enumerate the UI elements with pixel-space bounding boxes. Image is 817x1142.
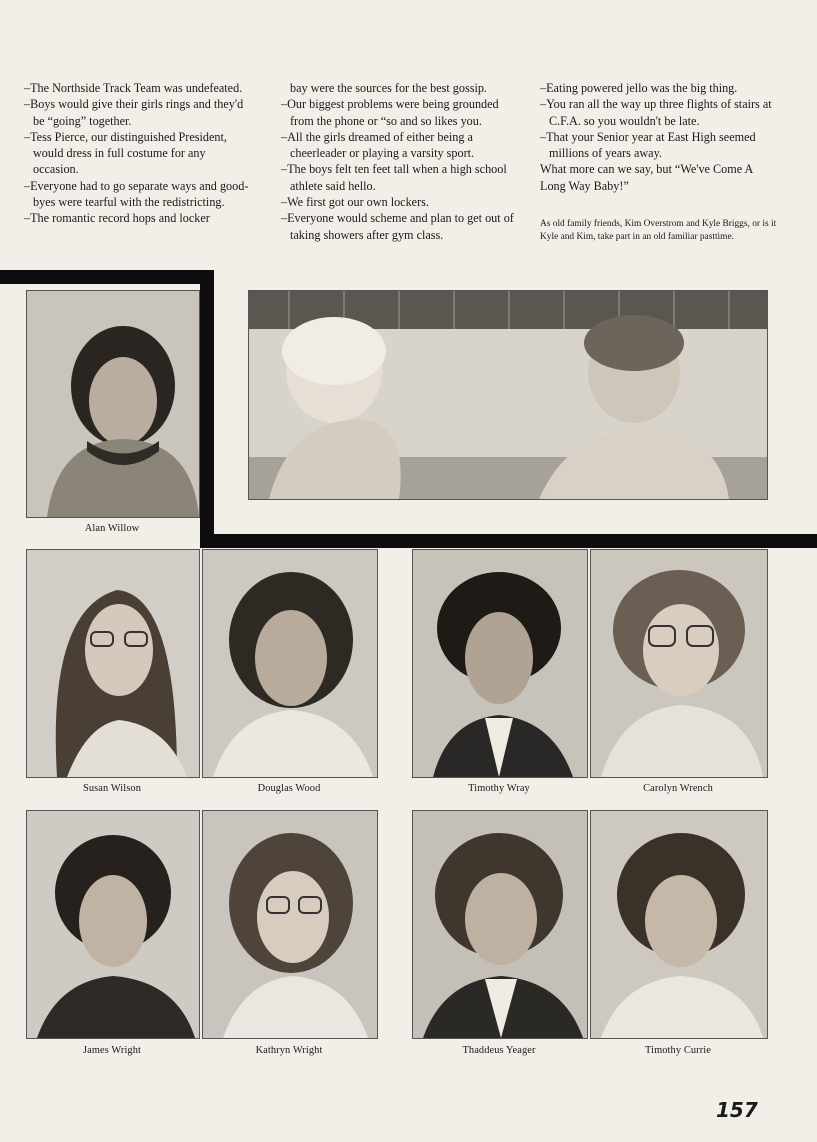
memory-item: –The Northside Track Team was undefeated. <box>24 81 243 95</box>
memory-item: –The romantic record hops and locker <box>24 211 210 226</box>
portrait-image <box>591 811 767 1038</box>
portrait-image <box>413 811 587 1038</box>
memory-item: –Boys would give their girls rings and they'd be “going” together. <box>24 97 244 128</box>
portrait-image <box>27 291 199 517</box>
photo-caption: As old family friends, Kim Overstrom and Kyle Briggs, or is it Kyle and Kim, take part in an old familiar pasttime. <box>540 219 777 242</box>
memory-item: –Eating powered jello was the big thing. <box>540 81 738 95</box>
memory-item: –You ran all the way up three flights of stairs at C.F.A. so you wouldn't be late. <box>540 97 772 128</box>
frame-bar-left-inner <box>200 270 214 548</box>
portrait-name: Carolyn Wrench <box>643 783 713 794</box>
portrait-name: James Wright <box>82 1045 142 1056</box>
text-column-3 <box>540 80 775 194</box>
portrait-name: Timothy Wray <box>468 783 530 794</box>
portrait-timothy-currie <box>590 810 768 1039</box>
memory-item: –Tess Pierce, our distinguished President, would dress in full costume for any occasion. <box>24 129 227 177</box>
frame-bar-bottom <box>200 534 817 548</box>
portrait-image <box>27 811 199 1038</box>
portrait-thaddeus-yeager <box>412 810 588 1039</box>
memory-item: –All the girls dreamed of either being a cheerleader or playing a varsity sport. <box>281 129 475 161</box>
portrait-carolyn-wrench <box>590 549 768 778</box>
memory-item: bay were the sources for the best gossip. <box>290 81 487 95</box>
frame-bar-top <box>0 270 214 284</box>
portrait-douglas-wood <box>202 549 378 778</box>
portrait-image <box>203 811 377 1038</box>
portrait-name: Thaddeus Yeager <box>462 1045 536 1056</box>
portrait-james-wright <box>26 810 200 1039</box>
text-column-2 <box>281 80 521 243</box>
portrait-susan-wilson <box>26 549 200 778</box>
portrait-kathryn-wright <box>202 810 378 1039</box>
portrait-image <box>27 550 199 777</box>
portrait-image <box>203 550 377 777</box>
babies-image <box>249 291 767 499</box>
memory-item: –We first got our own lockers. <box>281 195 429 210</box>
memory-item: –The boys felt ten feet tall when a high school athlete said hello. <box>281 162 507 193</box>
memory-item: –That your Senior year at East High seemed millions of years away. <box>540 129 756 161</box>
memory-item: –Everyone had to go separate ways and good-byes were tearful with the redistricting. <box>24 178 249 210</box>
babies-photo <box>248 290 768 500</box>
memory-item: –Everyone would scheme and plan to get out of taking showers after gym class. <box>281 211 514 242</box>
portrait-name: Kathryn Wright <box>255 1045 323 1056</box>
portrait-alan-willow <box>26 290 200 518</box>
portrait-name: Susan Wilson <box>82 783 142 794</box>
portrait-image <box>591 550 767 777</box>
portrait-timothy-wray <box>412 549 588 778</box>
text-column-1 <box>24 80 254 227</box>
portrait-name: Douglas Wood <box>257 783 321 794</box>
portrait-name: Timothy Currie <box>645 1045 711 1056</box>
page-number: 157 <box>716 1098 758 1122</box>
memory-item: What more can we say, but “We've Come A Long Way Baby!” <box>540 162 753 193</box>
portrait-image <box>413 550 587 777</box>
memory-item: –Our biggest problems were being grounded from the phone or “so and so likes you. <box>281 97 499 128</box>
portrait-name: Alan Willow <box>84 523 140 534</box>
